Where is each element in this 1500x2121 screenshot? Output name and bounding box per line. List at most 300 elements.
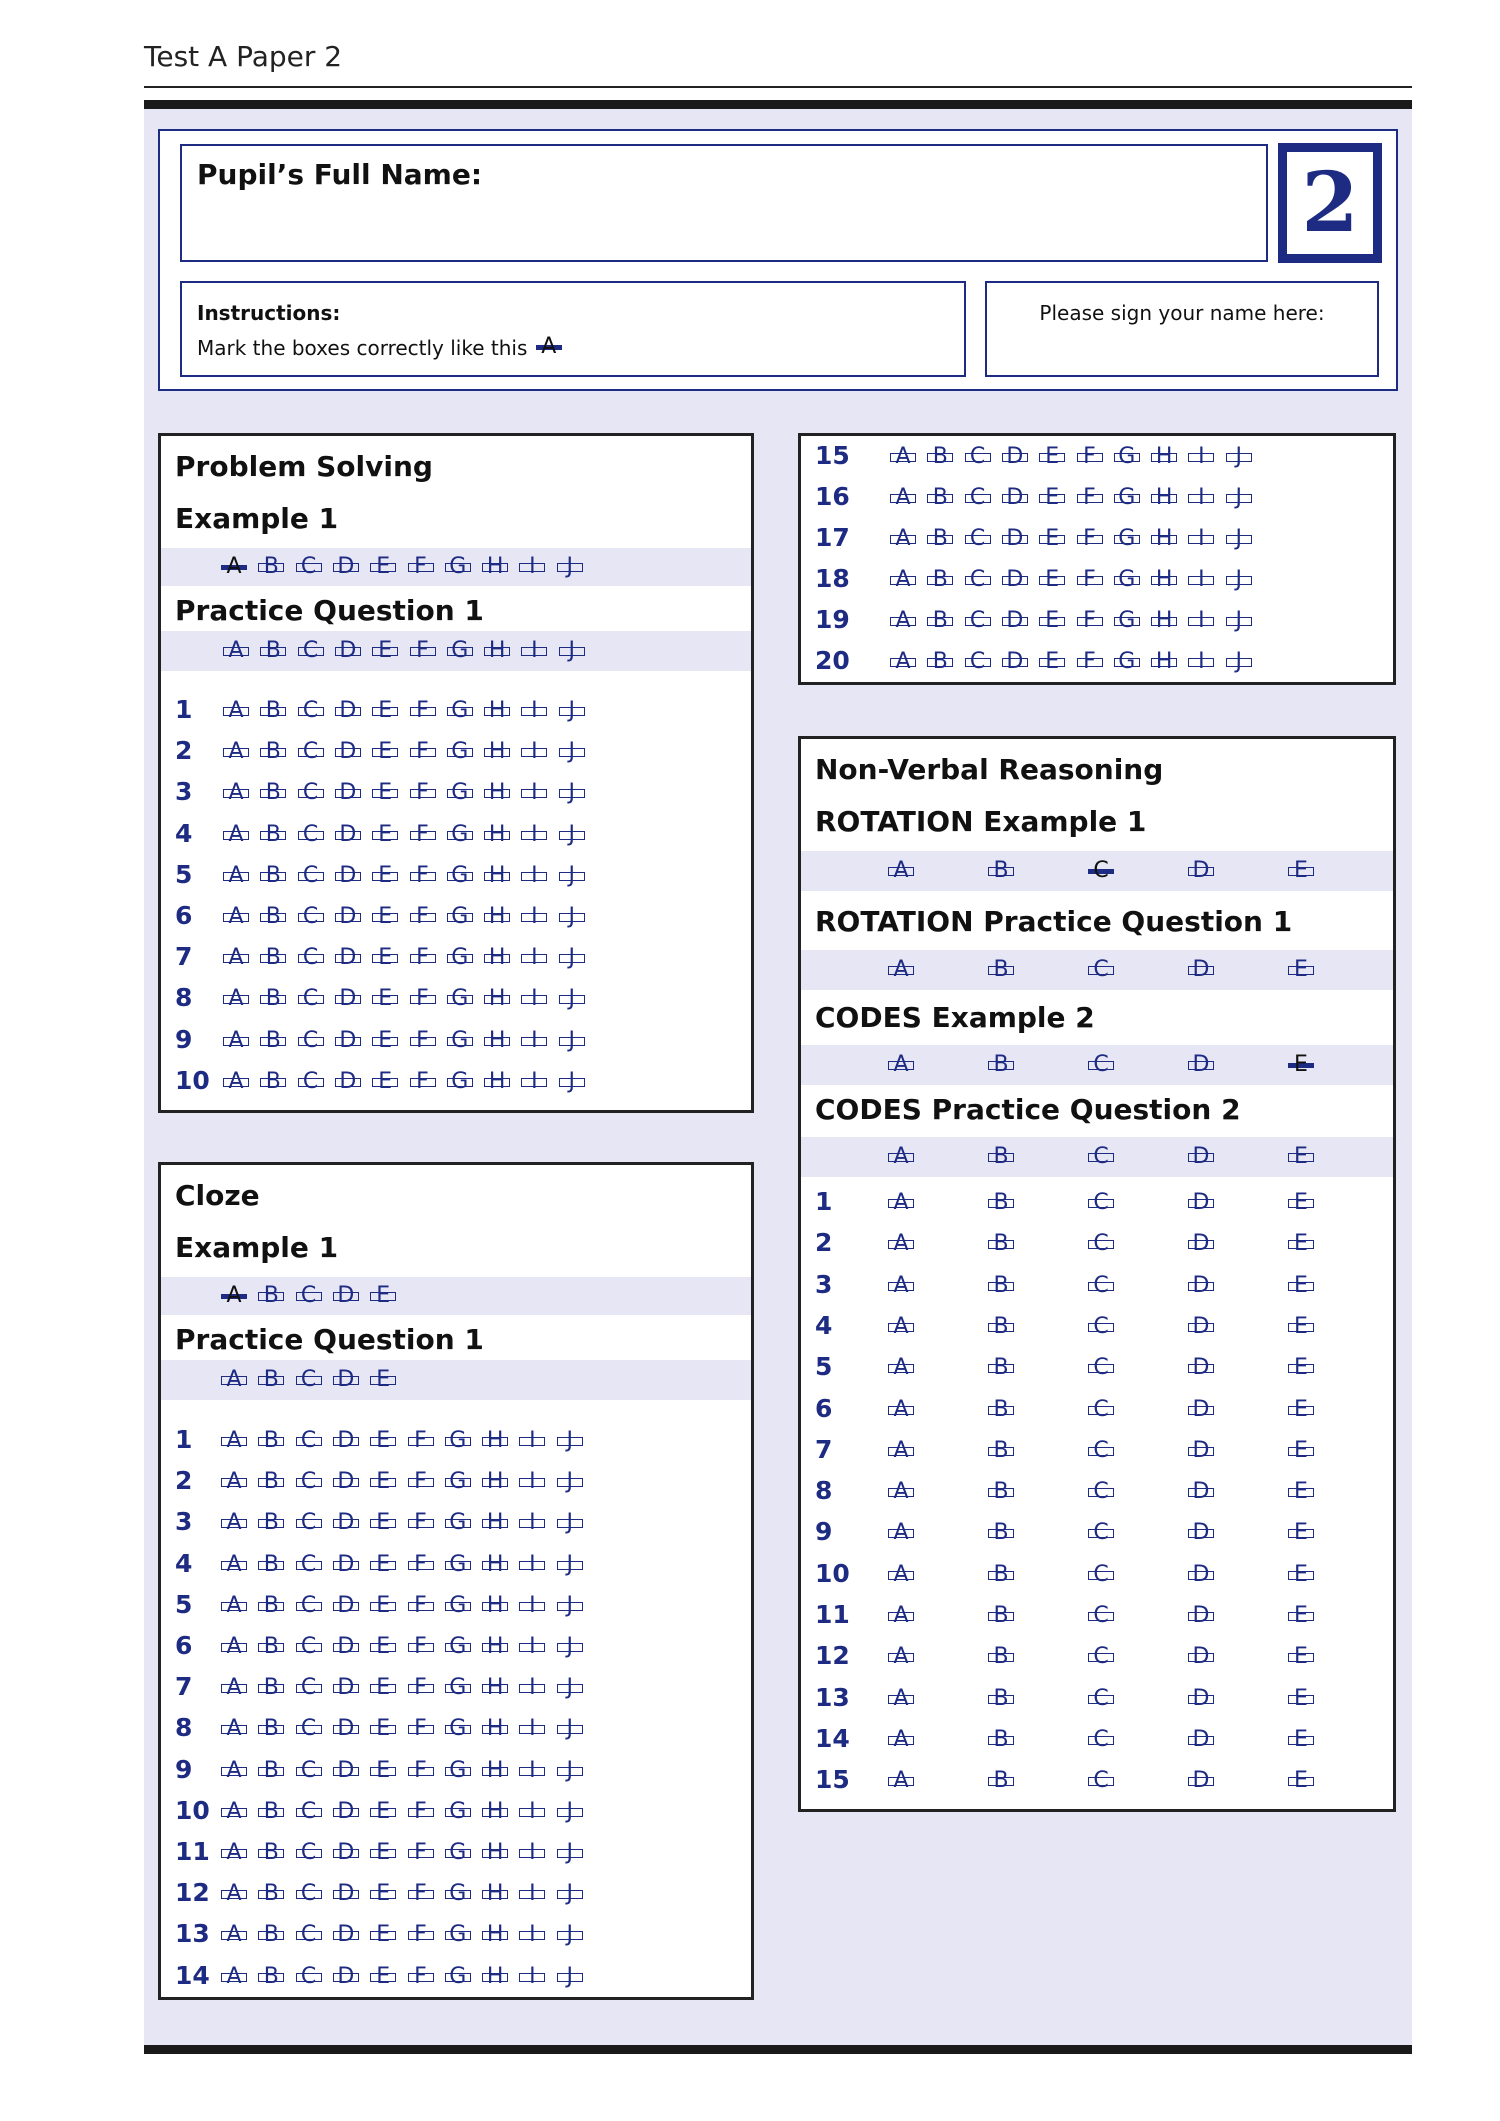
cloze-q1-option-f[interactable]: F <box>406 1429 436 1453</box>
cloze-q2-option-b[interactable]: B <box>256 1470 286 1494</box>
cloze-q5-option-d[interactable]: D <box>331 1594 361 1618</box>
ps-q16-option-f[interactable]: F <box>1075 486 1105 510</box>
nvr-q8-option-c[interactable]: C <box>1086 1480 1116 1504</box>
cloze-q10-option-g[interactable]: G <box>443 1800 473 1824</box>
ps-q9-option-i[interactable]: I <box>519 1029 549 1053</box>
ps-q7-option-g[interactable]: G <box>445 946 475 970</box>
ps-q2-option-c[interactable]: C <box>296 740 326 764</box>
ps-q9-option-a[interactable]: A <box>221 1029 251 1053</box>
ps-q9-option-j[interactable]: J <box>557 1029 587 1053</box>
ps-q17-option-g[interactable]: G <box>1112 527 1142 551</box>
cloze-q4-option-a[interactable]: A <box>219 1553 249 1577</box>
ps-q8-option-h[interactable]: H <box>482 987 512 1011</box>
nvr-q15-option-a[interactable]: A <box>886 1769 916 1793</box>
rotation-example-option-d[interactable]: D <box>1186 859 1216 883</box>
codes-practice-option-c[interactable]: C <box>1086 1145 1116 1169</box>
ps-example-option-g[interactable]: G <box>443 555 473 579</box>
nvr-q11-option-b[interactable]: B <box>986 1604 1016 1628</box>
nvr-q13-option-a[interactable]: A <box>886 1687 916 1711</box>
cloze-q3-option-b[interactable]: B <box>256 1511 286 1535</box>
cloze-q10-option-h[interactable]: H <box>480 1800 510 1824</box>
ps-practice-option-a[interactable]: A <box>221 639 251 663</box>
cloze-q14-option-d[interactable]: D <box>331 1965 361 1989</box>
cloze-q4-option-d[interactable]: D <box>331 1553 361 1577</box>
ps-q17-option-b[interactable]: B <box>925 527 955 551</box>
ps-q9-option-d[interactable]: D <box>333 1029 363 1053</box>
ps-q8-option-f[interactable]: F <box>408 987 438 1011</box>
cloze-q5-option-b[interactable]: B <box>256 1594 286 1618</box>
cloze-q4-option-i[interactable]: I <box>517 1553 547 1577</box>
cloze-q12-option-f[interactable]: F <box>406 1882 436 1906</box>
cloze-q11-option-d[interactable]: D <box>331 1841 361 1865</box>
ps-q15-option-i[interactable]: I <box>1186 445 1216 469</box>
ps-q4-option-j[interactable]: J <box>557 823 587 847</box>
ps-q20-option-c[interactable]: C <box>963 650 993 674</box>
cloze-q2-option-i[interactable]: I <box>517 1470 547 1494</box>
cloze-q11-option-f[interactable]: F <box>406 1841 436 1865</box>
ps-q4-option-h[interactable]: H <box>482 823 512 847</box>
ps-q18-option-a[interactable]: A <box>888 568 918 592</box>
cloze-q13-option-d[interactable]: D <box>331 1923 361 1947</box>
cloze-q5-option-c[interactable]: C <box>294 1594 324 1618</box>
ps-q9-option-h[interactable]: H <box>482 1029 512 1053</box>
ps-q15-option-f[interactable]: F <box>1075 445 1105 469</box>
cloze-q5-option-g[interactable]: G <box>443 1594 473 1618</box>
ps-q16-option-a[interactable]: A <box>888 486 918 510</box>
ps-q8-option-j[interactable]: J <box>557 987 587 1011</box>
ps-q10-option-b[interactable]: B <box>258 1070 288 1094</box>
cloze-practice-option-a[interactable]: A <box>219 1368 249 1392</box>
ps-q7-option-j[interactable]: J <box>557 946 587 970</box>
ps-q7-option-h[interactable]: H <box>482 946 512 970</box>
cloze-q5-option-f[interactable]: F <box>406 1594 436 1618</box>
cloze-q10-option-b[interactable]: B <box>256 1800 286 1824</box>
ps-q18-option-c[interactable]: C <box>963 568 993 592</box>
ps-practice-option-g[interactable]: G <box>445 639 475 663</box>
cloze-q12-option-d[interactable]: D <box>331 1882 361 1906</box>
cloze-q12-option-c[interactable]: C <box>294 1882 324 1906</box>
cloze-q2-option-a[interactable]: A <box>219 1470 249 1494</box>
ps-q15-option-e[interactable]: E <box>1037 445 1067 469</box>
cloze-example-option-e[interactable]: E <box>368 1284 398 1308</box>
cloze-q8-option-j[interactable]: J <box>555 1717 585 1741</box>
ps-practice-option-d[interactable]: D <box>333 639 363 663</box>
ps-q18-option-d[interactable]: D <box>1000 568 1030 592</box>
ps-practice-option-j[interactable]: J <box>557 639 587 663</box>
ps-q17-option-j[interactable]: J <box>1224 527 1254 551</box>
cloze-q11-option-h[interactable]: H <box>480 1841 510 1865</box>
ps-q15-option-a[interactable]: A <box>888 445 918 469</box>
cloze-q14-option-j[interactable]: J <box>555 1965 585 1989</box>
cloze-q11-option-j[interactable]: J <box>555 1841 585 1865</box>
ps-q16-option-c[interactable]: C <box>963 486 993 510</box>
ps-q10-option-f[interactable]: F <box>408 1070 438 1094</box>
ps-q5-option-a[interactable]: A <box>221 864 251 888</box>
nvr-q1-option-b[interactable]: B <box>986 1191 1016 1215</box>
ps-q7-option-c[interactable]: C <box>296 946 326 970</box>
nvr-q7-option-c[interactable]: C <box>1086 1439 1116 1463</box>
cloze-q1-option-e[interactable]: E <box>368 1429 398 1453</box>
nvr-q3-option-b[interactable]: B <box>986 1274 1016 1298</box>
rotation-example-option-c[interactable]: C <box>1086 859 1116 883</box>
cloze-q7-option-d[interactable]: D <box>331 1676 361 1700</box>
nvr-q9-option-c[interactable]: C <box>1086 1521 1116 1545</box>
cloze-q10-option-j[interactable]: J <box>555 1800 585 1824</box>
nvr-q4-option-a[interactable]: A <box>886 1315 916 1339</box>
cloze-q3-option-i[interactable]: I <box>517 1511 547 1535</box>
cloze-practice-option-d[interactable]: D <box>331 1368 361 1392</box>
cloze-q1-option-b[interactable]: B <box>256 1429 286 1453</box>
cloze-q6-option-f[interactable]: F <box>406 1635 436 1659</box>
ps-q17-option-f[interactable]: F <box>1075 527 1105 551</box>
cloze-q2-option-f[interactable]: F <box>406 1470 436 1494</box>
cloze-q4-option-c[interactable]: C <box>294 1553 324 1577</box>
cloze-q7-option-b[interactable]: B <box>256 1676 286 1700</box>
ps-q1-option-c[interactable]: C <box>296 699 326 723</box>
ps-q15-option-g[interactable]: G <box>1112 445 1142 469</box>
ps-q5-option-f[interactable]: F <box>408 864 438 888</box>
ps-q3-option-h[interactable]: H <box>482 781 512 805</box>
nvr-q10-option-c[interactable]: C <box>1086 1563 1116 1587</box>
cloze-q11-option-g[interactable]: G <box>443 1841 473 1865</box>
cloze-q3-option-d[interactable]: D <box>331 1511 361 1535</box>
nvr-q15-option-e[interactable]: E <box>1286 1769 1316 1793</box>
ps-q4-option-e[interactable]: E <box>370 823 400 847</box>
cloze-q13-option-a[interactable]: A <box>219 1923 249 1947</box>
nvr-q2-option-e[interactable]: E <box>1286 1232 1316 1256</box>
ps-q1-option-d[interactable]: D <box>333 699 363 723</box>
rotation-practice-option-d[interactable]: D <box>1186 958 1216 982</box>
ps-q3-option-f[interactable]: F <box>408 781 438 805</box>
cloze-example-option-a[interactable]: A <box>219 1284 249 1308</box>
pupil-name-field[interactable] <box>180 144 1268 262</box>
ps-q9-option-c[interactable]: C <box>296 1029 326 1053</box>
ps-q3-option-a[interactable]: A <box>221 781 251 805</box>
nvr-q5-option-c[interactable]: C <box>1086 1356 1116 1380</box>
cloze-q1-option-c[interactable]: C <box>294 1429 324 1453</box>
cloze-q10-option-e[interactable]: E <box>368 1800 398 1824</box>
cloze-q7-option-f[interactable]: F <box>406 1676 436 1700</box>
ps-q4-option-f[interactable]: F <box>408 823 438 847</box>
cloze-q8-option-b[interactable]: B <box>256 1717 286 1741</box>
ps-q6-option-d[interactable]: D <box>333 905 363 929</box>
ps-q20-option-d[interactable]: D <box>1000 650 1030 674</box>
ps-example-option-b[interactable]: B <box>256 555 286 579</box>
codes-example-option-c[interactable]: C <box>1086 1053 1116 1077</box>
cloze-q12-option-b[interactable]: B <box>256 1882 286 1906</box>
cloze-q12-option-h[interactable]: H <box>480 1882 510 1906</box>
cloze-q5-option-i[interactable]: I <box>517 1594 547 1618</box>
rotation-practice-option-a[interactable]: A <box>886 958 916 982</box>
nvr-q2-option-d[interactable]: D <box>1186 1232 1216 1256</box>
cloze-q9-option-h[interactable]: H <box>480 1759 510 1783</box>
nvr-q7-option-e[interactable]: E <box>1286 1439 1316 1463</box>
ps-q4-option-a[interactable]: A <box>221 823 251 847</box>
nvr-q6-option-b[interactable]: B <box>986 1398 1016 1422</box>
ps-q8-option-c[interactable]: C <box>296 987 326 1011</box>
cloze-q12-option-a[interactable]: A <box>219 1882 249 1906</box>
ps-q5-option-d[interactable]: D <box>333 864 363 888</box>
cloze-q2-option-c[interactable]: C <box>294 1470 324 1494</box>
cloze-q2-option-g[interactable]: G <box>443 1470 473 1494</box>
ps-q8-option-e[interactable]: E <box>370 987 400 1011</box>
cloze-q13-option-e[interactable]: E <box>368 1923 398 1947</box>
ps-q2-option-f[interactable]: F <box>408 740 438 764</box>
ps-q6-option-f[interactable]: F <box>408 905 438 929</box>
nvr-q5-option-a[interactable]: A <box>886 1356 916 1380</box>
cloze-example-option-c[interactable]: C <box>294 1284 324 1308</box>
ps-q19-option-g[interactable]: G <box>1112 609 1142 633</box>
ps-example-option-c[interactable]: C <box>294 555 324 579</box>
ps-q7-option-i[interactable]: I <box>519 946 549 970</box>
cloze-q8-option-d[interactable]: D <box>331 1717 361 1741</box>
ps-q5-option-b[interactable]: B <box>258 864 288 888</box>
ps-q5-option-c[interactable]: C <box>296 864 326 888</box>
ps-q3-option-d[interactable]: D <box>333 781 363 805</box>
codes-example-option-d[interactable]: D <box>1186 1053 1216 1077</box>
ps-q17-option-a[interactable]: A <box>888 527 918 551</box>
ps-q17-option-h[interactable]: H <box>1149 527 1179 551</box>
nvr-q12-option-d[interactable]: D <box>1186 1645 1216 1669</box>
nvr-q1-option-c[interactable]: C <box>1086 1191 1116 1215</box>
ps-q10-option-h[interactable]: H <box>482 1070 512 1094</box>
cloze-q3-option-e[interactable]: E <box>368 1511 398 1535</box>
cloze-q14-option-f[interactable]: F <box>406 1965 436 1989</box>
cloze-q4-option-g[interactable]: G <box>443 1553 473 1577</box>
ps-q8-option-a[interactable]: A <box>221 987 251 1011</box>
cloze-q13-option-j[interactable]: J <box>555 1923 585 1947</box>
cloze-q14-option-b[interactable]: B <box>256 1965 286 1989</box>
cloze-q9-option-g[interactable]: G <box>443 1759 473 1783</box>
cloze-q7-option-g[interactable]: G <box>443 1676 473 1700</box>
nvr-q8-option-b[interactable]: B <box>986 1480 1016 1504</box>
nvr-q14-option-e[interactable]: E <box>1286 1728 1316 1752</box>
ps-q17-option-e[interactable]: E <box>1037 527 1067 551</box>
nvr-q6-option-a[interactable]: A <box>886 1398 916 1422</box>
cloze-q1-option-h[interactable]: H <box>480 1429 510 1453</box>
cloze-q8-option-i[interactable]: I <box>517 1717 547 1741</box>
ps-q1-option-a[interactable]: A <box>221 699 251 723</box>
nvr-q7-option-b[interactable]: B <box>986 1439 1016 1463</box>
nvr-q14-option-d[interactable]: D <box>1186 1728 1216 1752</box>
cloze-q6-option-b[interactable]: B <box>256 1635 286 1659</box>
cloze-q1-option-i[interactable]: I <box>517 1429 547 1453</box>
ps-q8-option-d[interactable]: D <box>333 987 363 1011</box>
ps-practice-option-h[interactable]: H <box>482 639 512 663</box>
ps-practice-option-c[interactable]: C <box>296 639 326 663</box>
nvr-q5-option-e[interactable]: E <box>1286 1356 1316 1380</box>
ps-q20-option-g[interactable]: G <box>1112 650 1142 674</box>
nvr-q1-option-e[interactable]: E <box>1286 1191 1316 1215</box>
ps-q15-option-h[interactable]: H <box>1149 445 1179 469</box>
ps-q6-option-j[interactable]: J <box>557 905 587 929</box>
rotation-example-option-e[interactable]: E <box>1286 859 1316 883</box>
ps-q10-option-e[interactable]: E <box>370 1070 400 1094</box>
cloze-q9-option-d[interactable]: D <box>331 1759 361 1783</box>
ps-q10-option-a[interactable]: A <box>221 1070 251 1094</box>
cloze-q7-option-i[interactable]: I <box>517 1676 547 1700</box>
cloze-q12-option-g[interactable]: G <box>443 1882 473 1906</box>
cloze-q1-option-j[interactable]: J <box>555 1429 585 1453</box>
cloze-q6-option-c[interactable]: C <box>294 1635 324 1659</box>
cloze-q8-option-a[interactable]: A <box>219 1717 249 1741</box>
cloze-q11-option-b[interactable]: B <box>256 1841 286 1865</box>
nvr-q6-option-d[interactable]: D <box>1186 1398 1216 1422</box>
ps-q16-option-g[interactable]: G <box>1112 486 1142 510</box>
ps-q19-option-i[interactable]: I <box>1186 609 1216 633</box>
ps-q16-option-i[interactable]: I <box>1186 486 1216 510</box>
nvr-q11-option-c[interactable]: C <box>1086 1604 1116 1628</box>
ps-q9-option-g[interactable]: G <box>445 1029 475 1053</box>
ps-q7-option-d[interactable]: D <box>333 946 363 970</box>
cloze-q7-option-c[interactable]: C <box>294 1676 324 1700</box>
cloze-q8-option-h[interactable]: H <box>480 1717 510 1741</box>
ps-q5-option-h[interactable]: H <box>482 864 512 888</box>
ps-q19-option-d[interactable]: D <box>1000 609 1030 633</box>
nvr-q7-option-a[interactable]: A <box>886 1439 916 1463</box>
nvr-q11-option-d[interactable]: D <box>1186 1604 1216 1628</box>
ps-q16-option-d[interactable]: D <box>1000 486 1030 510</box>
nvr-q9-option-a[interactable]: A <box>886 1521 916 1545</box>
rotation-example-option-a[interactable]: A <box>886 859 916 883</box>
ps-q8-option-b[interactable]: B <box>258 987 288 1011</box>
ps-q18-option-g[interactable]: G <box>1112 568 1142 592</box>
nvr-q14-option-b[interactable]: B <box>986 1728 1016 1752</box>
ps-q1-option-e[interactable]: E <box>370 699 400 723</box>
cloze-q4-option-j[interactable]: J <box>555 1553 585 1577</box>
nvr-q6-option-e[interactable]: E <box>1286 1398 1316 1422</box>
cloze-q12-option-e[interactable]: E <box>368 1882 398 1906</box>
ps-q5-option-j[interactable]: J <box>557 864 587 888</box>
nvr-q5-option-d[interactable]: D <box>1186 1356 1216 1380</box>
ps-example-option-h[interactable]: H <box>480 555 510 579</box>
ps-q20-option-j[interactable]: J <box>1224 650 1254 674</box>
ps-q2-option-h[interactable]: H <box>482 740 512 764</box>
cloze-q5-option-j[interactable]: J <box>555 1594 585 1618</box>
ps-q17-option-d[interactable]: D <box>1000 527 1030 551</box>
codes-practice-option-e[interactable]: E <box>1286 1145 1316 1169</box>
nvr-q10-option-e[interactable]: E <box>1286 1563 1316 1587</box>
ps-practice-option-f[interactable]: F <box>408 639 438 663</box>
nvr-q5-option-b[interactable]: B <box>986 1356 1016 1380</box>
ps-practice-option-e[interactable]: E <box>370 639 400 663</box>
nvr-q11-option-a[interactable]: A <box>886 1604 916 1628</box>
ps-q7-option-b[interactable]: B <box>258 946 288 970</box>
ps-q6-option-c[interactable]: C <box>296 905 326 929</box>
ps-q8-option-i[interactable]: I <box>519 987 549 1011</box>
nvr-q10-option-a[interactable]: A <box>886 1563 916 1587</box>
cloze-q9-option-b[interactable]: B <box>256 1759 286 1783</box>
cloze-q3-option-h[interactable]: H <box>480 1511 510 1535</box>
cloze-q1-option-g[interactable]: G <box>443 1429 473 1453</box>
cloze-q3-option-a[interactable]: A <box>219 1511 249 1535</box>
ps-example-option-a[interactable]: A <box>219 555 249 579</box>
nvr-q4-option-e[interactable]: E <box>1286 1315 1316 1339</box>
ps-q5-option-e[interactable]: E <box>370 864 400 888</box>
cloze-q11-option-i[interactable]: I <box>517 1841 547 1865</box>
ps-q16-option-h[interactable]: H <box>1149 486 1179 510</box>
cloze-q2-option-d[interactable]: D <box>331 1470 361 1494</box>
ps-q9-option-f[interactable]: F <box>408 1029 438 1053</box>
ps-example-option-f[interactable]: F <box>406 555 436 579</box>
ps-q2-option-a[interactable]: A <box>221 740 251 764</box>
cloze-q10-option-f[interactable]: F <box>406 1800 436 1824</box>
cloze-q6-option-i[interactable]: I <box>517 1635 547 1659</box>
cloze-q13-option-f[interactable]: F <box>406 1923 436 1947</box>
ps-q3-option-c[interactable]: C <box>296 781 326 805</box>
ps-example-option-i[interactable]: I <box>517 555 547 579</box>
nvr-q6-option-c[interactable]: C <box>1086 1398 1116 1422</box>
ps-q18-option-f[interactable]: F <box>1075 568 1105 592</box>
nvr-q4-option-d[interactable]: D <box>1186 1315 1216 1339</box>
ps-q1-option-h[interactable]: H <box>482 699 512 723</box>
cloze-practice-option-c[interactable]: C <box>294 1368 324 1392</box>
ps-q18-option-e[interactable]: E <box>1037 568 1067 592</box>
cloze-example-option-b[interactable]: B <box>256 1284 286 1308</box>
ps-q6-option-g[interactable]: G <box>445 905 475 929</box>
ps-q3-option-i[interactable]: I <box>519 781 549 805</box>
ps-q10-option-i[interactable]: I <box>519 1070 549 1094</box>
cloze-q9-option-a[interactable]: A <box>219 1759 249 1783</box>
cloze-q8-option-g[interactable]: G <box>443 1717 473 1741</box>
ps-q9-option-b[interactable]: B <box>258 1029 288 1053</box>
ps-q4-option-b[interactable]: B <box>258 823 288 847</box>
nvr-q12-option-a[interactable]: A <box>886 1645 916 1669</box>
codes-practice-option-b[interactable]: B <box>986 1145 1016 1169</box>
ps-q4-option-c[interactable]: C <box>296 823 326 847</box>
nvr-q2-option-a[interactable]: A <box>886 1232 916 1256</box>
nvr-q10-option-d[interactable]: D <box>1186 1563 1216 1587</box>
nvr-q3-option-e[interactable]: E <box>1286 1274 1316 1298</box>
ps-q15-option-c[interactable]: C <box>963 445 993 469</box>
ps-q16-option-b[interactable]: B <box>925 486 955 510</box>
nvr-q8-option-e[interactable]: E <box>1286 1480 1316 1504</box>
nvr-q12-option-c[interactable]: C <box>1086 1645 1116 1669</box>
ps-q20-option-f[interactable]: F <box>1075 650 1105 674</box>
ps-q19-option-h[interactable]: H <box>1149 609 1179 633</box>
ps-q10-option-c[interactable]: C <box>296 1070 326 1094</box>
rotation-example-option-b[interactable]: B <box>986 859 1016 883</box>
ps-q3-option-g[interactable]: G <box>445 781 475 805</box>
cloze-q8-option-e[interactable]: E <box>368 1717 398 1741</box>
cloze-q1-option-a[interactable]: A <box>219 1429 249 1453</box>
cloze-q10-option-a[interactable]: A <box>219 1800 249 1824</box>
cloze-q10-option-c[interactable]: C <box>294 1800 324 1824</box>
cloze-q7-option-e[interactable]: E <box>368 1676 398 1700</box>
codes-example-option-a[interactable]: A <box>886 1053 916 1077</box>
cloze-q2-option-j[interactable]: J <box>555 1470 585 1494</box>
nvr-q12-option-e[interactable]: E <box>1286 1645 1316 1669</box>
ps-q16-option-e[interactable]: E <box>1037 486 1067 510</box>
nvr-q1-option-a[interactable]: A <box>886 1191 916 1215</box>
ps-q19-option-b[interactable]: B <box>925 609 955 633</box>
ps-q10-option-d[interactable]: D <box>333 1070 363 1094</box>
cloze-practice-option-e[interactable]: E <box>368 1368 398 1392</box>
nvr-q13-option-e[interactable]: E <box>1286 1687 1316 1711</box>
ps-q18-option-h[interactable]: H <box>1149 568 1179 592</box>
cloze-q10-option-d[interactable]: D <box>331 1800 361 1824</box>
cloze-q11-option-a[interactable]: A <box>219 1841 249 1865</box>
cloze-q6-option-a[interactable]: A <box>219 1635 249 1659</box>
cloze-q8-option-f[interactable]: F <box>406 1717 436 1741</box>
cloze-q6-option-j[interactable]: J <box>555 1635 585 1659</box>
ps-q19-option-c[interactable]: C <box>963 609 993 633</box>
nvr-q9-option-b[interactable]: B <box>986 1521 1016 1545</box>
cloze-q9-option-c[interactable]: C <box>294 1759 324 1783</box>
ps-q2-option-i[interactable]: I <box>519 740 549 764</box>
ps-q6-option-i[interactable]: I <box>519 905 549 929</box>
nvr-q4-option-b[interactable]: B <box>986 1315 1016 1339</box>
